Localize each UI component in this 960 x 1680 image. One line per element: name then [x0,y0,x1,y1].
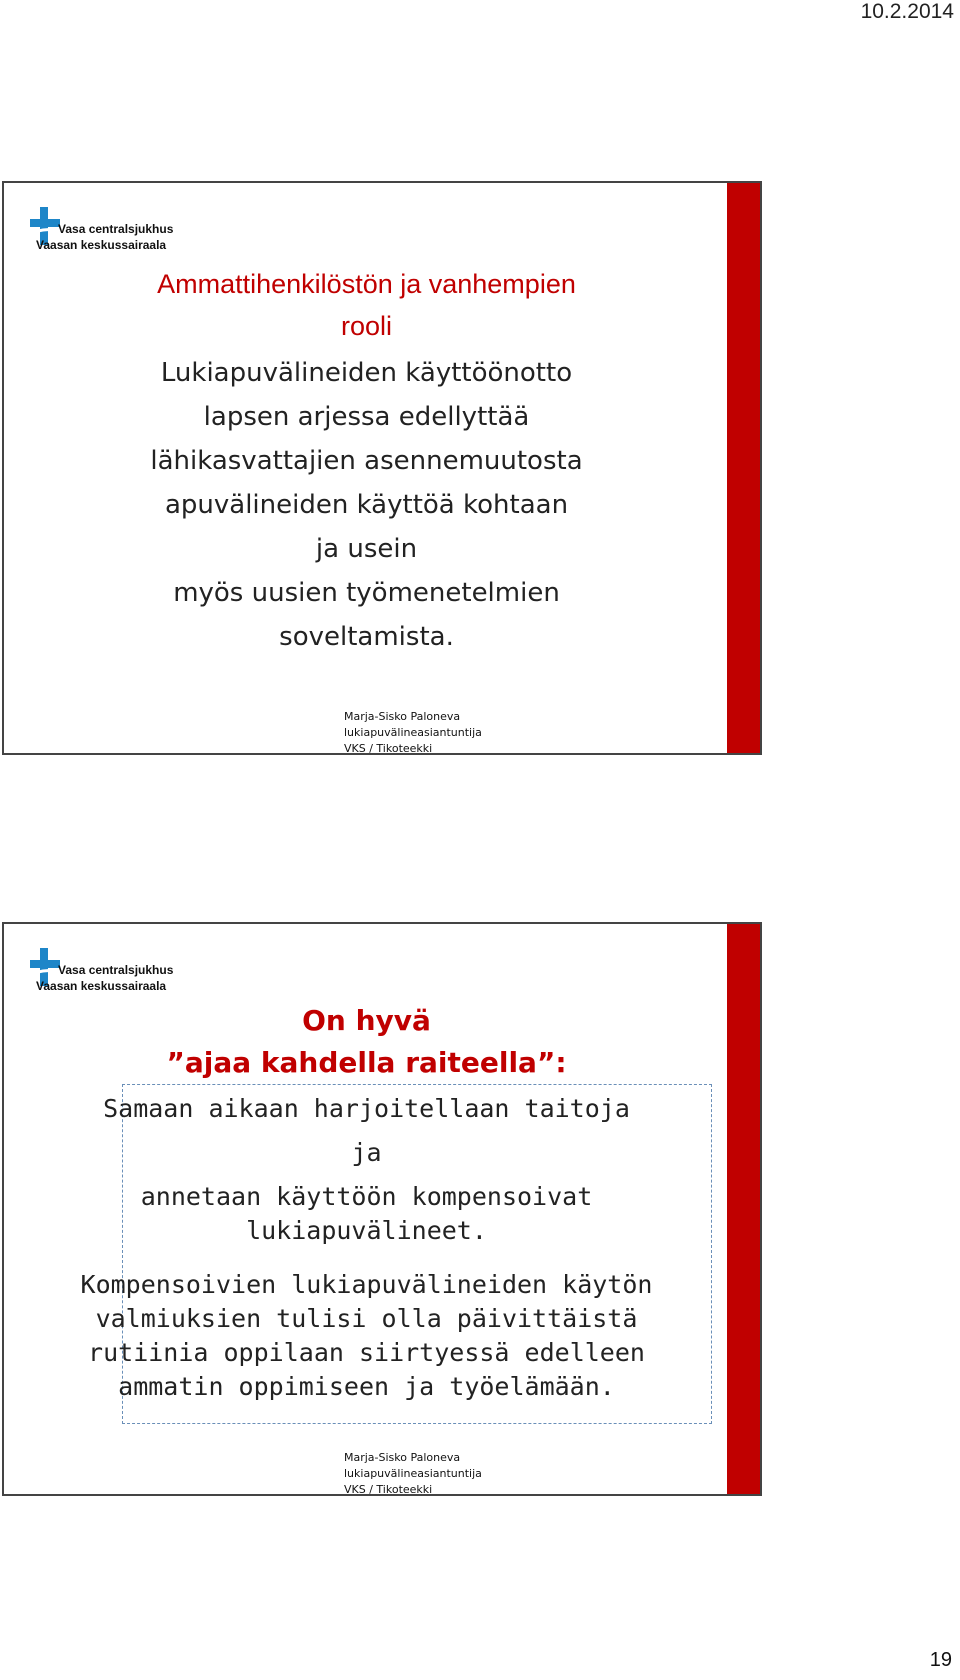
hospital-logo [28,946,178,998]
slide-1-body [4,351,729,659]
footer-org: VKS / Tikoteekki [344,742,433,755]
body-line: annetaan käyttöön kompensoivat [140,1182,593,1211]
slide-2-paragraph-1 [4,1092,729,1248]
footer-author: Marja-Sisko Paloneva [344,710,461,723]
body-line: Lukiapuvälineiden käyttöönotto [160,358,573,388]
page-number: 19 [929,1649,952,1671]
slide-2-paragraph-2 [4,1268,729,1404]
slide-accent-bar [727,924,760,1494]
body-line: Kompensoivien lukiapuvälineiden käytön [80,1270,653,1299]
body-line: soveltamista. [279,622,454,652]
logo-text-swedish: Vasa centralsjukhus [58,963,174,977]
body-line: myös uusien työmenetelmien [173,578,560,608]
footer-role: lukiapuvälineasiantuntija [344,726,482,739]
footer-org: VKS / Tikoteekki [344,1483,433,1496]
body-line: valmiuksien tulisi olla päivittäistä [95,1304,638,1333]
slide-1-footer [344,709,482,755]
body-line: ja [351,1138,382,1167]
body-line: apuvälineiden käyttöä kohtaan [164,490,569,520]
slide-2-footer [344,1450,482,1496]
document-date: 10.2.2014 [860,0,954,23]
footer-role: lukiapuvälineasiantuntija [344,1467,482,1480]
footer-author: Marja-Sisko Paloneva [344,1451,461,1464]
body-line: ammatin oppimiseen ja työelämään. [118,1372,615,1401]
hospital-logo [28,205,178,257]
slide-1 [2,181,762,755]
body-line: lähikasvattajien asennemuutosta [150,446,583,476]
slide-2-title-line: ”ajaa kahdella raiteella”: [166,1046,567,1079]
body-line: rutiinia oppilaan siirtyessä edelleen [88,1338,645,1367]
body-line: lapsen arjessa edellyttää [203,402,530,432]
body-line: Samaan aikaan harjoitellaan taitoja [103,1094,630,1123]
slide-1-title-line: rooli [340,311,393,341]
slide-1-title [4,263,729,347]
slide-2-title-line: On hyvä [302,1004,431,1037]
slide-2-title [4,1000,729,1084]
body-line: lukiapuvälineet. [246,1216,487,1245]
logo-text-finnish: Vaasan keskussairaala [36,979,167,993]
logo-text-finnish: Vaasan keskussairaala [36,238,167,252]
slide-accent-bar [727,183,760,753]
slide-2 [2,922,762,1496]
logo-text-swedish: Vasa centralsjukhus [58,222,174,236]
slide-1-title-line: Ammattihenkilöstön ja vanhempien [157,269,576,299]
body-line: ja usein [315,534,418,564]
